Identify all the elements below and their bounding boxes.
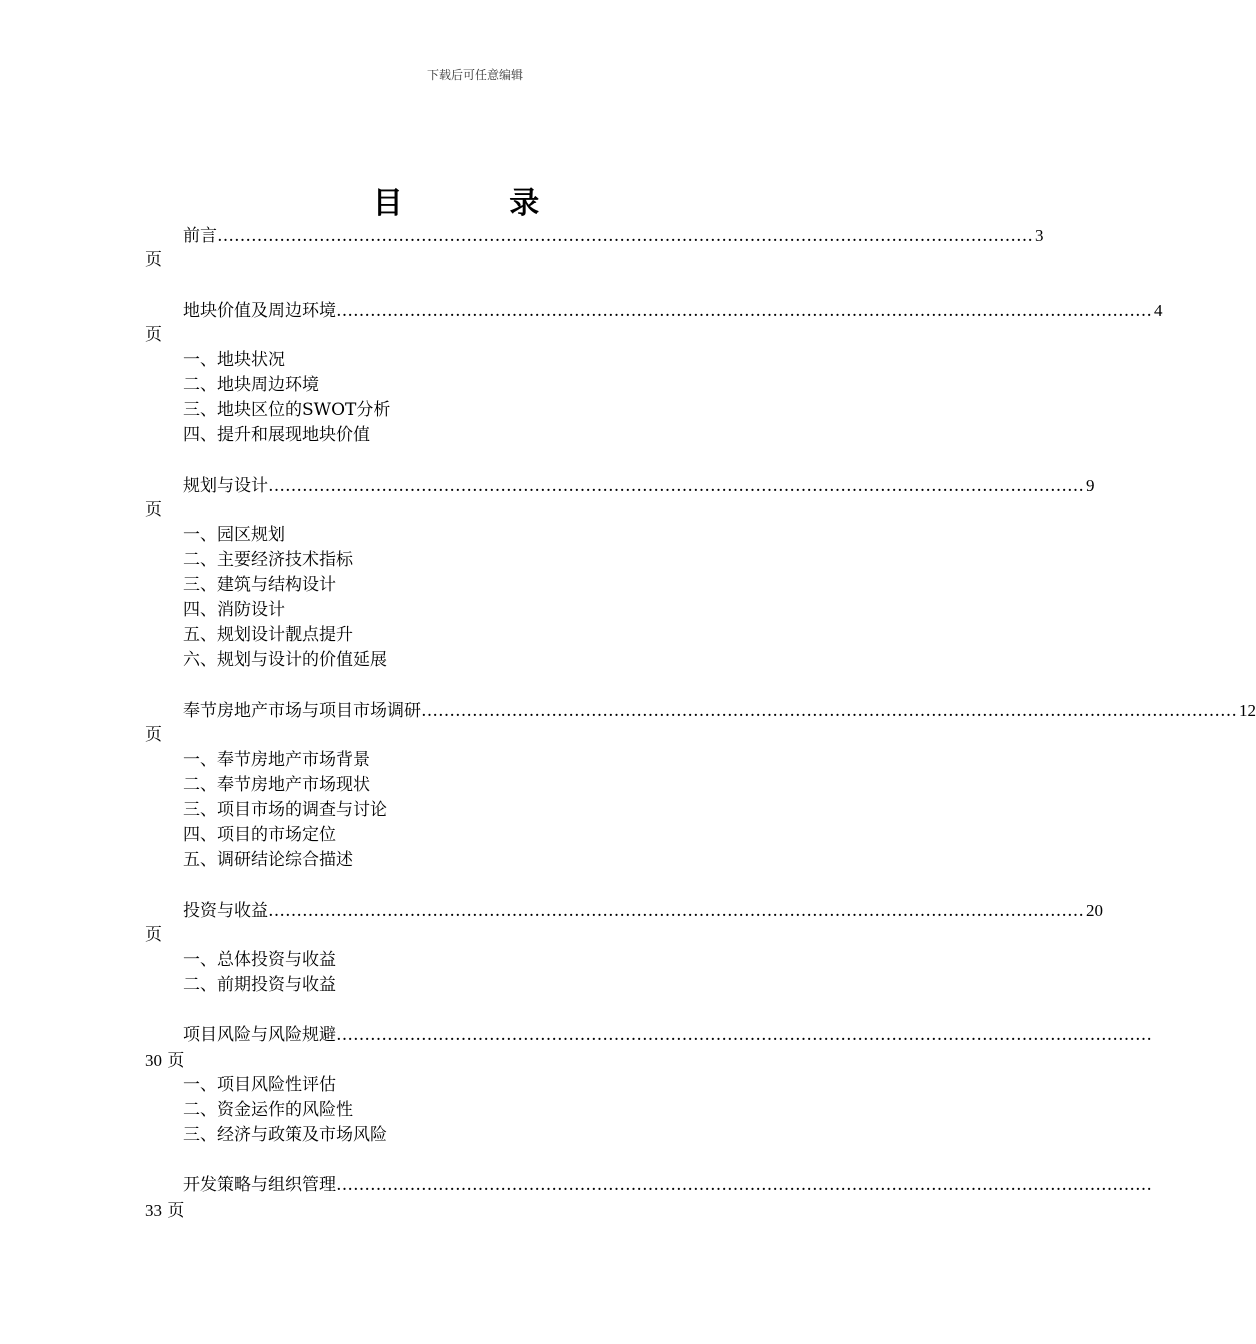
chapter-title: 地块价值及周边环境	[183, 301, 336, 321]
toc-subitem[interactable]: 五、规划设计靓点提升	[183, 625, 353, 645]
toc-chapter	[145, 473, 1095, 673]
chapter-title: 项目风险与风险规避	[183, 1025, 336, 1045]
toc-chapter	[145, 898, 1103, 998]
page-unit-line	[145, 248, 810, 273]
leader-dots: ………………………………………………………………………………………………………………………………	[336, 1175, 1152, 1195]
page-unit-line	[145, 1198, 810, 1223]
page-unit: 页	[145, 925, 162, 945]
toc-subitem[interactable]: 二、主要经济技术指标	[183, 550, 353, 570]
toc-subitem[interactable]: 一、地块状况	[183, 350, 285, 370]
toc-subitem[interactable]: 四、项目的市场定位	[183, 825, 336, 845]
toc-title: 目 录	[372, 186, 588, 221]
toc-chapter-line[interactable]	[145, 698, 1256, 723]
page-unit: 页	[167, 1051, 185, 1071]
toc-subitem[interactable]: 四、提升和展现地块价值	[183, 425, 370, 445]
chapter-page-number: 20	[1086, 901, 1103, 920]
leader-dots: ………………………………………………………………………………………………………………………………	[336, 301, 1152, 321]
toc-subitem[interactable]: 一、总体投资与收益	[183, 950, 336, 970]
toc-subitem[interactable]: 一、园区规划	[183, 525, 285, 545]
header-note: 下载后可任意编辑	[426, 68, 523, 82]
toc-chapter	[145, 298, 1163, 448]
leader-dots: ………………………………………………………………………………………………………………………………	[268, 901, 1084, 921]
toc-subitem[interactable]: 四、消防设计	[183, 600, 285, 620]
toc-subitem[interactable]: 二、资金运作的风险性	[183, 1100, 353, 1120]
table-of-contents	[145, 223, 1256, 1223]
toc-chapter-line[interactable]	[145, 898, 1103, 923]
toc-chapter-line[interactable]	[145, 473, 1095, 498]
chapter-page-number: 30	[145, 1051, 162, 1070]
toc-subitem[interactable]: 三、建筑与结构设计	[183, 575, 336, 595]
toc-subitem[interactable]: 三、项目市场的调查与讨论	[183, 800, 387, 820]
page-unit-line	[145, 498, 810, 523]
page-unit: 页	[145, 325, 162, 345]
page-unit-line	[145, 323, 810, 348]
toc-subitem[interactable]: 一、奉节房地产市场背景	[183, 750, 370, 770]
page-unit: 页	[145, 250, 162, 270]
toc-chapter-line[interactable]	[145, 1173, 1152, 1198]
toc-chapter-line[interactable]	[145, 1023, 1152, 1048]
leader-dots: ………………………………………………………………………………………………………………………………	[336, 1025, 1152, 1045]
toc-chapter	[145, 1173, 1152, 1223]
chapter-title: 投资与收益	[183, 901, 268, 921]
toc-subitem[interactable]: 一、项目风险性评估	[183, 1075, 336, 1095]
toc-subitem[interactable]: 三、经济与政策及市场风险	[183, 1125, 387, 1145]
toc-subitem[interactable]: 二、地块周边环境	[183, 375, 319, 395]
page-unit-line	[145, 723, 810, 748]
leader-dots: ………………………………………………………………………………………………………………………………	[268, 476, 1084, 496]
toc-subitem[interactable]: 六、规划与设计的价值延展	[183, 650, 387, 670]
toc-subitem[interactable]: 三、地块区位的SWOT分析	[183, 400, 391, 420]
toc-chapter-line[interactable]	[145, 298, 1163, 323]
toc-chapter	[145, 1023, 1152, 1148]
page-unit: 页	[145, 500, 162, 520]
leader-dots: ………………………………………………………………………………………………………………………………	[217, 226, 1033, 246]
toc-subitem[interactable]: 五、调研结论综合描述	[183, 850, 353, 870]
page-unit-line	[145, 1048, 810, 1073]
chapter-page-number: 3	[1035, 226, 1044, 245]
chapter-page-number: 33	[145, 1201, 162, 1220]
chapter-page-number: 9	[1086, 476, 1095, 495]
chapter-title: 规划与设计	[183, 476, 268, 496]
chapter-title: 开发策略与组织管理	[183, 1175, 336, 1195]
page-unit: 页	[167, 1201, 185, 1221]
leader-dots: ………………………………………………………………………………………………………………………………	[421, 701, 1237, 721]
toc-subitem[interactable]: 二、奉节房地产市场现状	[183, 775, 370, 795]
toc-chapter-line[interactable]	[145, 223, 1044, 248]
page-unit: 页	[145, 725, 162, 745]
toc-chapter	[145, 223, 1044, 273]
chapter-page-number: 12	[1239, 701, 1256, 720]
toc-chapter	[145, 698, 1256, 873]
toc-subitem[interactable]: 二、前期投资与收益	[183, 975, 336, 995]
chapter-page-number: 4	[1154, 301, 1163, 320]
page-unit-line	[145, 923, 810, 948]
chapter-title: 前言	[183, 226, 217, 246]
chapter-title: 奉节房地产市场与项目市场调研	[183, 701, 421, 721]
